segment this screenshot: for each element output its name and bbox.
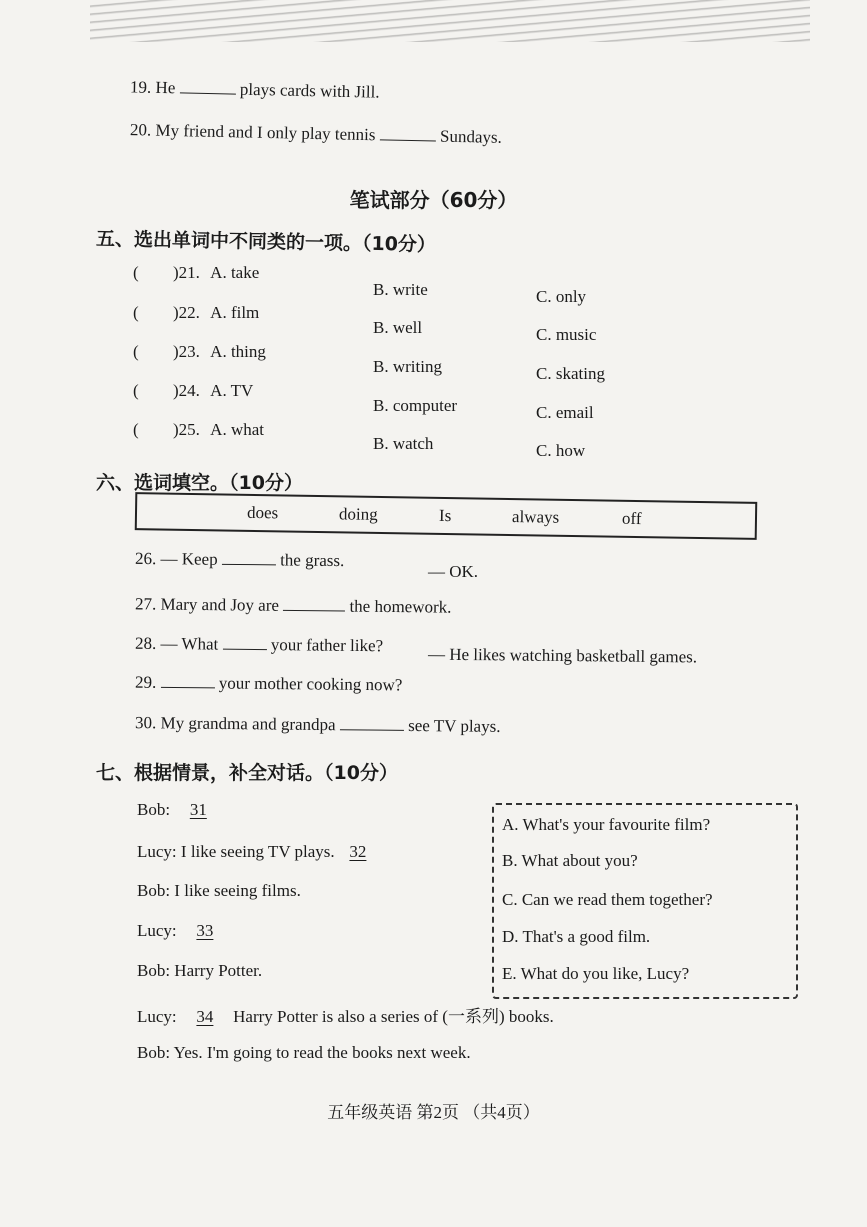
question-text: 29.	[134, 672, 157, 692]
item-number: )22.	[173, 303, 200, 322]
scan-artifact	[90, 0, 810, 42]
option-d-text: D. That's a good film.	[502, 927, 651, 946]
section-7-title: 七、根据情景，补全对话。（10分）	[96, 762, 398, 784]
options-box	[492, 803, 798, 999]
question-26-reply: — OK.	[428, 562, 479, 581]
option-c: C. music	[536, 325, 597, 344]
option-b: B. well	[373, 318, 423, 337]
bracket-open[interactable]: (	[133, 420, 139, 439]
word-bank-item: doing	[338, 504, 378, 524]
option-a: A. thing	[210, 342, 266, 361]
bracket-open[interactable]: (	[133, 342, 139, 361]
question-20-text-end: Sundays.	[439, 126, 503, 147]
item-21	[133, 263, 259, 283]
bracket-open[interactable]: (	[133, 381, 139, 400]
answer-blank[interactable]	[222, 635, 266, 650]
bracket-open[interactable]: (	[133, 263, 139, 282]
answer-blank[interactable]	[222, 550, 276, 566]
option-a: A. film	[210, 303, 260, 322]
word-bank-item: does	[246, 502, 279, 523]
option-c: C. skating	[536, 364, 605, 383]
option-b: B. computer	[373, 396, 458, 415]
dialogue-speaker: Lucy:	[137, 921, 177, 940]
word-bank-item: always	[511, 507, 560, 527]
option-b-text: B. What about you?	[502, 851, 638, 870]
question-19-text-end: plays cards with Jill.	[239, 79, 380, 102]
answer-blank[interactable]	[340, 715, 404, 731]
question-text: 27. Mary and Joy are	[134, 594, 280, 615]
option-a: A. take	[210, 263, 260, 282]
question-text: 30. My grandma and grandpa	[134, 713, 336, 735]
dialogue-speaker: Bob: I like seeing films.	[137, 881, 301, 900]
question-20	[130, 120, 502, 148]
answer-blank[interactable]	[283, 596, 345, 612]
section-6-title: 六、选词填空。（10分）	[96, 472, 303, 494]
word-bank-item: Is	[438, 505, 452, 526]
dialogue-line-3	[137, 881, 301, 901]
item-number: )23.	[173, 342, 200, 361]
dialogue-line-6	[137, 1002, 554, 1027]
dialogue-speaker: Bob: Harry Potter.	[137, 961, 263, 980]
word-bank	[135, 492, 758, 540]
dialogue-text: Harry Potter is also a series of (一系列) books.	[233, 1007, 554, 1026]
dialogue-blank[interactable]: 33	[196, 921, 214, 940]
dialogue-speaker: Lucy:	[137, 1007, 177, 1026]
item-24	[133, 381, 253, 401]
dialogue-line-4	[137, 921, 229, 941]
option-c: C. only	[536, 287, 587, 306]
bracket-open[interactable]: (	[133, 303, 139, 322]
option-a: A. TV	[210, 381, 254, 400]
question-27	[135, 594, 452, 617]
question-text-end: your mother cooking now?	[218, 673, 403, 695]
answer-blank[interactable]	[160, 673, 214, 689]
dialogue-blank[interactable]: 31	[189, 800, 207, 819]
item-22	[133, 303, 259, 323]
section-5-title: 五、选出单词中不同类的一项。（10分）	[95, 228, 437, 256]
question-text-end: the homework.	[349, 596, 452, 617]
question-19	[130, 77, 380, 102]
option-b: B. watch	[373, 434, 434, 453]
option-a: A. what	[210, 420, 264, 439]
dialogue-speaker: Bob: Yes. I'm going to read the books next week.	[137, 1043, 471, 1062]
option-b: B. write	[373, 280, 428, 299]
question-30	[135, 713, 501, 737]
page-footer: 五年级英语 第2页 （共4页）	[327, 1103, 540, 1122]
option-a-text: A. What's your favourite film?	[502, 815, 711, 834]
question-29	[135, 673, 403, 696]
question-text: 28. — What	[134, 633, 219, 654]
dialogue-line-5	[137, 961, 262, 981]
question-20-text: 20. My friend and I only play tennis	[129, 120, 376, 145]
dialogue-speaker: Bob:	[137, 800, 171, 819]
question-19-text: 19. He	[129, 77, 176, 98]
written-section-title: 笔试部分（60分）	[349, 188, 518, 212]
option-c: C. email	[536, 403, 594, 422]
question-28-reply: — He likes watching basketball games.	[427, 644, 698, 667]
word-bank-item: off	[621, 508, 642, 529]
dialogue-speaker: Lucy: I like seeing TV plays.	[137, 842, 335, 861]
question-text: 26. — Keep	[134, 548, 218, 569]
item-25	[133, 420, 264, 440]
item-number: )25.	[173, 420, 200, 439]
answer-blank[interactable]	[179, 78, 235, 94]
item-number: )21.	[173, 263, 200, 282]
option-b: B. writing	[373, 357, 442, 376]
dialogue-line-2	[137, 842, 377, 862]
question-text-end: the grass.	[280, 550, 345, 571]
dialogue-line-7	[137, 1043, 471, 1063]
question-text-end: see TV plays.	[408, 715, 501, 736]
option-c-text: C. Can we read them together?	[502, 890, 713, 909]
item-number: )24.	[173, 381, 200, 400]
answer-blank[interactable]	[380, 125, 436, 141]
question-26	[135, 549, 345, 571]
dialogue-blank[interactable]: 32	[349, 842, 367, 861]
item-23	[133, 342, 266, 362]
dialogue-blank[interactable]: 34	[196, 1007, 214, 1026]
option-c: C. how	[536, 441, 586, 460]
dialogue-line-1	[137, 800, 222, 820]
option-e-text: E. What do you like, Lucy?	[502, 964, 690, 983]
question-28	[135, 634, 383, 657]
question-text-end: your father like?	[270, 635, 384, 656]
